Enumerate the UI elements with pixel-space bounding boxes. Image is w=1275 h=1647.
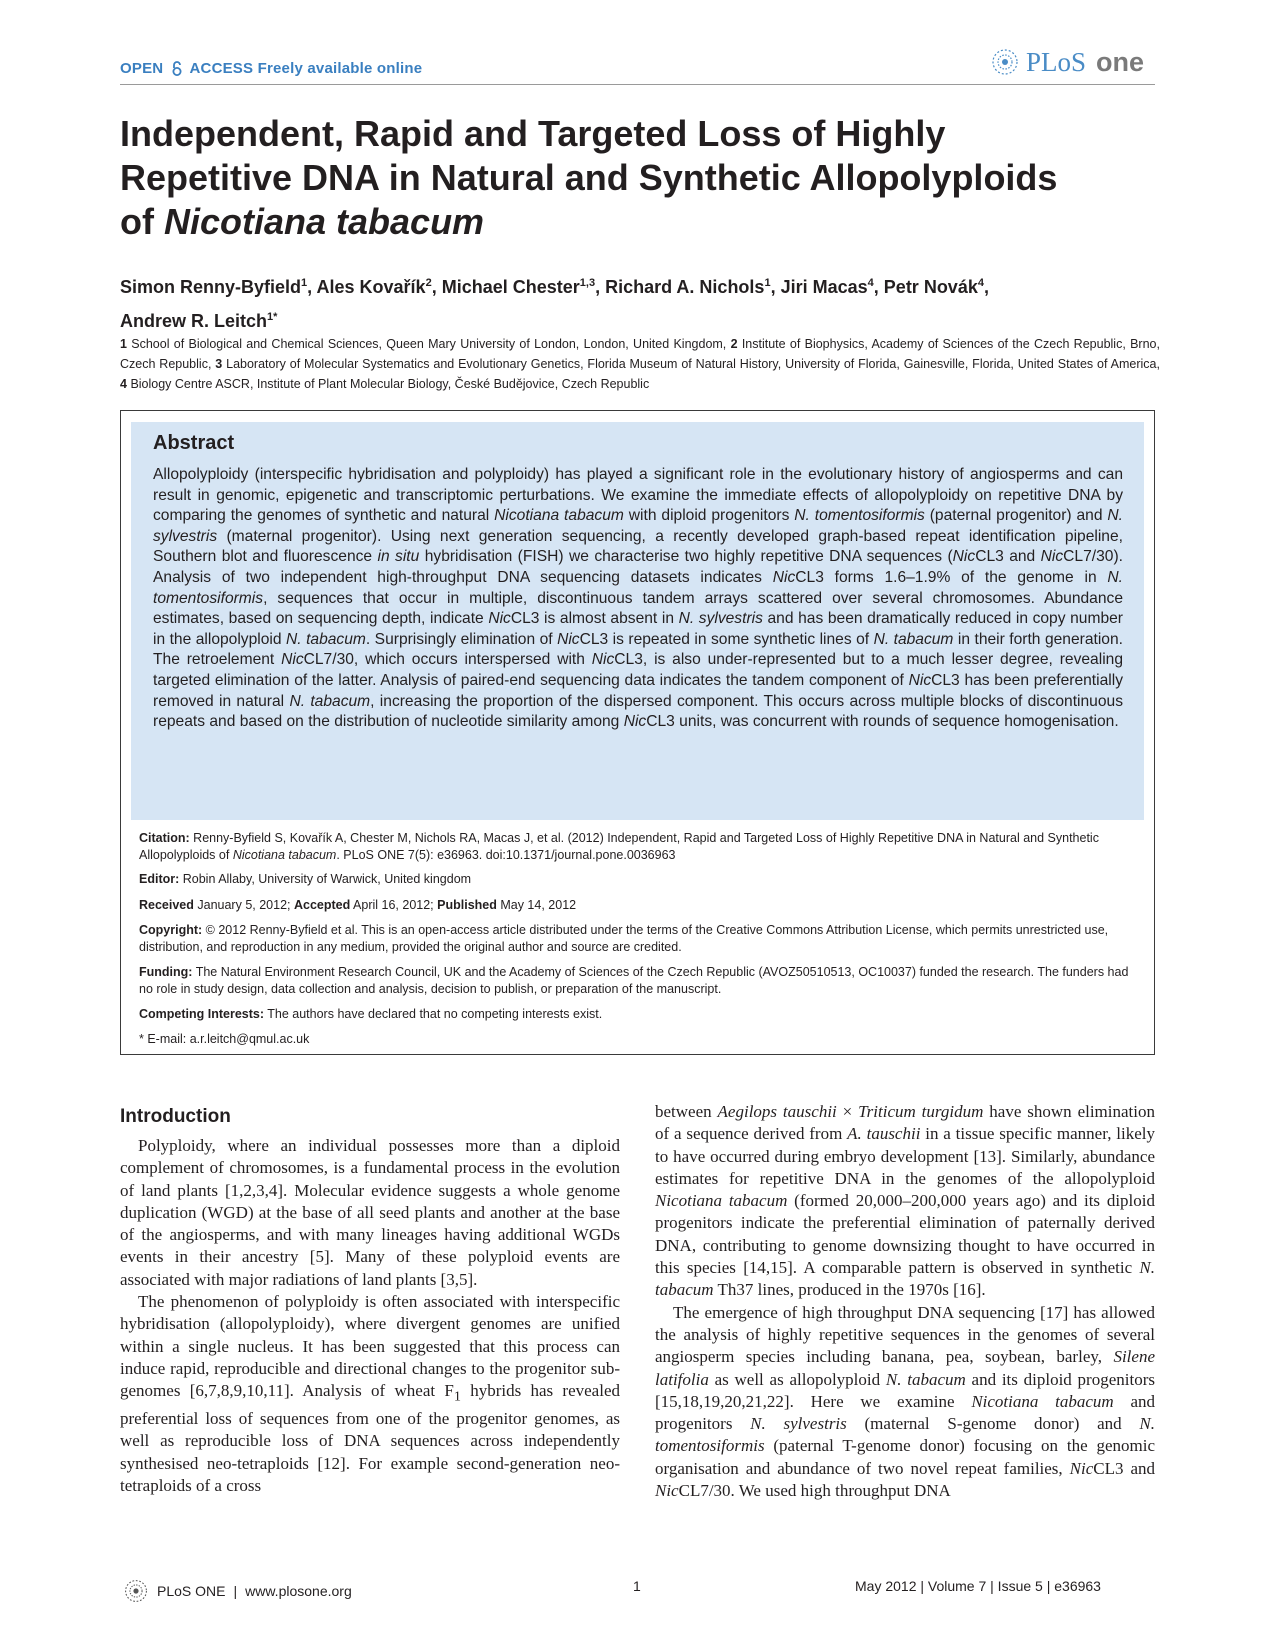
logo-plos-text: PLoS [1026, 46, 1087, 77]
citation-tail: . PLoS ONE 7(5): e36963. doi:10.1371/journal.pone.0036963 [336, 848, 676, 862]
author: Jiri Macas [780, 277, 868, 297]
author: Petr Novák [883, 277, 978, 297]
author-affil-sup: 1 [301, 277, 308, 289]
author-affil-sup: 4 [977, 277, 984, 289]
footer-journal: PLoS ONE [157, 1583, 226, 1599]
email-contact[interactable]: * E-mail: a.r.leitch@qmul.ac.uk [139, 1032, 310, 1046]
intro-paragraph-3: The emergence of high throughput DNA sequencing [17] has allowed the analysis of highly repetitive sequences in the genomes of several angiosperm species including banana, pea, soybean, barley, Silene latifolia as well as allopolyploid N. tabacum and its diploid progenitors [15,18,19,20,21,22]. Here we examine Nicotiana tabacum and progenitors N. sylvestris (maternal S-genome donor) and N. tomentosiformis (paternal T-genome donor) focusing on the genomic organisation and abundance of two novel repeat families, NicCL3 and NicCL7/30. We used high throughput DNA [655, 1302, 1155, 1501]
footer-issue: May 2012 | Volume 7 | Issue 5 | e36963 [855, 1578, 1101, 1594]
logo-one-text: one [1096, 46, 1145, 77]
accepted-label: Accepted [293, 898, 351, 912]
author: Richard A. Nichols [605, 277, 765, 297]
copyright [139, 922, 1129, 956]
affiliations [120, 334, 1160, 394]
plos-one-logo [990, 44, 1144, 80]
funding [139, 964, 1129, 998]
copyright-label: Copyright: [139, 923, 203, 937]
affil-number: 4 [120, 377, 127, 391]
title-line-3 [120, 200, 1170, 244]
plos-logo-icon [990, 47, 1020, 77]
plos-logo-icon [123, 1578, 149, 1604]
affil-text: Biology Centre ASCR, Institute of Plant Molecular Biology, České Budějovice, Czech Republic [130, 377, 650, 391]
citation-label: Citation: [139, 831, 190, 845]
open-access-lock-icon [171, 61, 183, 76]
author-affil-sup: 1,3 [579, 277, 596, 289]
affil-number: 2 [730, 337, 738, 351]
intro-paragraph-2-cont: between Aegilops tauschii × Triticum turgidum have shown elimination of a sequence derived from A. tauschii in a tissue specific manner, likely to have occurred during embryo development [13]. Similarly, abundance estimates for repetitive DNA in the genomes of the allopolyploid Nicotiana tabacum (formed 20,000–200,000 years ago) and its diploid progenitors indicate the preferential elimination of paternally derived DNA, contributing to genome downsizing thought to have occurred in this species [14,15]. A comparable pattern is observed in synthetic N. tabacum Th37 lines, produced in the 1970s [16]. [655, 1102, 1155, 1300]
editor-text: Robin Allaby, University of Warwick, United kingdom [179, 872, 472, 886]
title-species: Nicotiana tabacum [163, 201, 485, 242]
author: Andrew R. Leitch [120, 311, 268, 331]
published-label: Published [437, 898, 497, 912]
citation-species: Nicotiana tabacum [232, 848, 337, 862]
intro-column-left [120, 1135, 620, 1497]
intro-paragraph-2: The phenomenon of polyploidy is often associated with interspecific hybridisation (allopolyploidy), where divergent genomes are unified within a single nucleus. It has been suggested that this process can induce rapid, reproducible and directional changes to the progenitor sub-genomes [6,7,8,9,10,11]. Analysis of wheat $F_1$ hybrids has revealed preferential loss of sequences from one of the progenitor genomes, as well as reproducible loss of DNA sequences across independently synthesised neo-tetraploids [12]. For example second-generation neo-tetraploids of a cross [120, 1292, 620, 1495]
open-access-banner [120, 60, 422, 77]
affil-number: 1 [120, 337, 127, 351]
funding-text: The Natural Environment Research Council, UK and the Academy of Sciences of the Czech Republic (AVOZ50510513, OC10037) funded the research. The funders had no role in study design, data collection and analysis, decision to publish, or preparation of the manuscript. [139, 965, 1129, 996]
accepted-date: April 16, 2012; [350, 898, 438, 912]
abstract-heading: Abstract [153, 432, 235, 454]
competing-label: Competing Interests: [139, 1007, 265, 1021]
introduction-heading: Introduction [120, 1106, 231, 1127]
header-divider [120, 84, 1155, 85]
received-label: Received [139, 898, 194, 912]
footer-separator: | [233, 1583, 238, 1599]
author: Ales Kovařík [316, 277, 426, 297]
freely-available-label: Freely available online [257, 60, 423, 77]
author-list: Simon Renny-Byfield$^1$, Ales Kovařík$^2$, Michael Chester$^{1,3}$, Richard A. Nichols$^1$, Jiri Macas$^4$, Petr Novák$^4$, Andrew R. Leitch$^{1*}$ [120, 277, 989, 331]
funding-label: Funding: [139, 965, 193, 979]
affil-text: Institute of Biophysics, Academy of Sciences of the Czech Republic, Brno, Czech Republic, [120, 337, 1160, 371]
intro-paragraph-1: Polyploidy, where an individual possesses more than a diploid complement of chromosomes, is a fundamental process in the evolution of land plants [1,2,3,4]. Molecular evidence suggests a whole genome duplication (WGD) at the base of all seed plants and another at the base of the angiosperms, and with many lineages having additional WGDs events in their ancestry [5]. Many of these polyploid events are associated with major radiations of land plants [3,5]. [120, 1136, 620, 1289]
author-affil-sup: 4 [867, 277, 874, 289]
title-line-2: Repetitive DNA in Natural and Synthetic Allopolyploids [120, 157, 1058, 198]
author: Simon Renny-Byfield [120, 277, 302, 297]
open-label: OPEN [120, 60, 164, 77]
published-date: May 14, 2012 [496, 898, 577, 912]
editor-label: Editor: [139, 872, 180, 886]
copyright-text: © 2012 Renny-Byfield et al. This is an open-access article distributed under the terms of the Creative Commons Attribution License, which permits unrestricted use, distribution, and reproduction in any medium, provided the original author and source are credited. [139, 923, 1109, 954]
title-line-3-prefix: of [120, 201, 164, 242]
competing-text: The authors have declared that no competing interests exist. [264, 1007, 603, 1021]
article-title [120, 112, 1170, 244]
author-affil-sup: 2 [425, 277, 432, 289]
author: Michael Chester [441, 277, 580, 297]
citation-text: Renny-Byfield S, Kovařík A, Chester M, Nichols RA, Macas J, et al. (2012) Independent, Rapid and Targeted Loss of Highly Repetitive DNA in Natural and Synthetic Allopolyploids of [139, 831, 1099, 862]
competing-interests [139, 1006, 1129, 1023]
author-affil-sup: 1 [764, 277, 771, 289]
abstract-text: Allopolyploidy (interspecific hybridisation and polyploidy) has played a significant role in the evolutionary history of angiosperms and can result in genomic, epigenetic and transcriptomic perturbations. We examine the immediate effects of allopolyploidy on repetitive DNA by comparing the genomes of synthetic and natural Nicotiana tabacum with diploid progenitors N. tomentosiformis (paternal progenitor) and N. sylvestris (maternal progenitor). Using next generation sequencing, a recently developed graph-based repeat identification pipeline, Southern blot and fluorescence in situ hybridisation (FISH) we characterise two highly repetitive DNA sequences (NicCL3 and NicCL7/30). Analysis of two independent high-throughput DNA sequencing datasets indicates NicCL3 forms 1.6–1.9% of the genome in N. tomentosiformis, sequences that occur in multiple, discontinuous tandem arrays scattered over several chromosomes. Abundance estimates, based on sequencing depth, indicate NicCL3 is almost absent in N. sylvestris and has been dramatically reduced in copy number in the allopolyploid N. tabacum. Surprisingly elimination of NicCL3 is repeated in some synthetic lines of N. tabacum in their forth generation. The retroelement NicCL7/30, which occurs interspersed with NicCL3, is also under-represented but to a much lesser degree, revealing targeted elimination of the latter. Analysis of paired-end sequencing data indicates the tandem component of NicCL3 has been preferentially removed in natural N. tabacum, increasing the proportion of the dispersed component. This occurs across multiple blocks of discontinuous repeats and based on the distribution of nucleotide similarity among NicCL3 units, was concurrent with rounds of sequence homogenisation. [153, 466, 1124, 731]
affil-number: 3 [215, 357, 223, 371]
access-label: ACCESS [189, 60, 254, 77]
title-line-1: Independent, Rapid and Targeted Loss of Highly [120, 113, 946, 154]
received-date: January 5, 2012; [193, 898, 294, 912]
affil-text: School of Biological and Chemical Sciences, Queen Mary University of London, London, United Kingdom, [131, 337, 727, 351]
citation [139, 830, 1129, 864]
affil-text: Laboratory of Molecular Systematics and Evolutionary Genetics, Florida Museum of Natural History, University of Florida, Gainesville, Florida, United States of America, [226, 357, 1160, 371]
editor [139, 871, 1129, 888]
dates [139, 897, 1129, 914]
author-affil-sup: 1* [267, 311, 278, 323]
page-number: 1 [633, 1578, 641, 1594]
footer-website-link[interactable]: www.plosone.org [245, 1583, 352, 1599]
footer-left [123, 1578, 352, 1604]
intro-column-right [655, 1101, 1155, 1502]
